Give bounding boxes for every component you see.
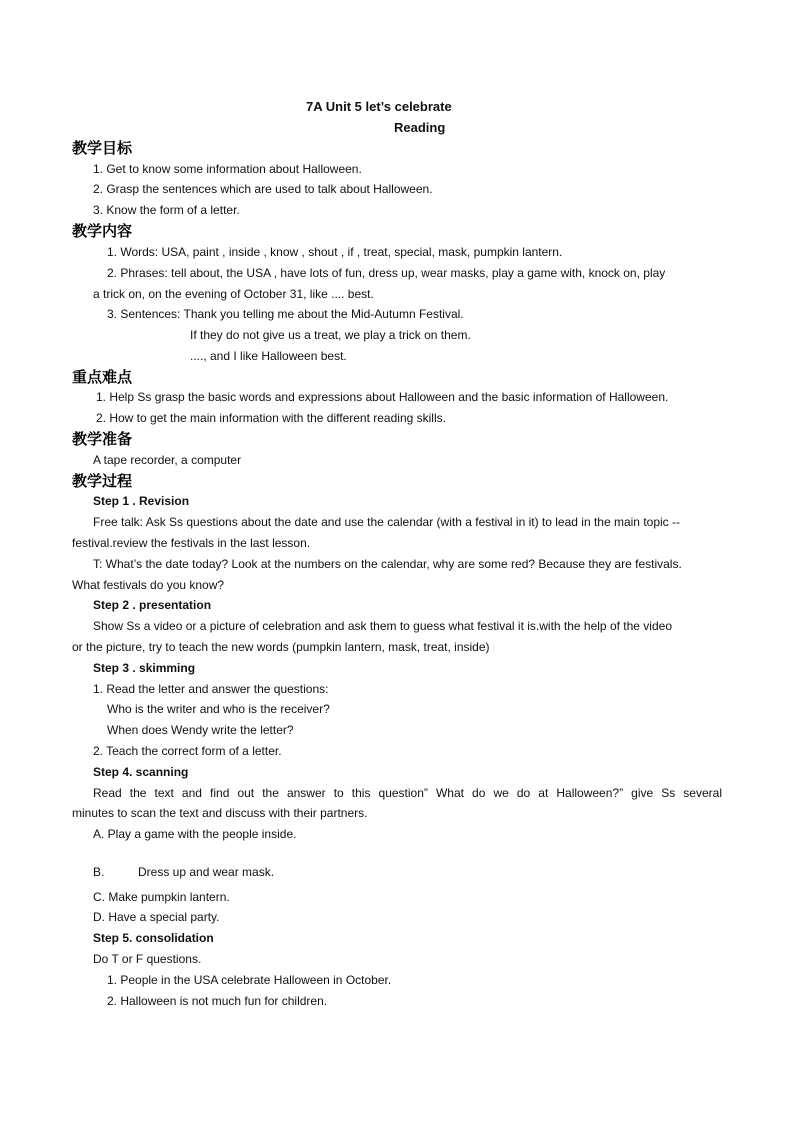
content-phrases: 2. Phrases: tell about, the USA , have lots of fun, dress up, wear masks, play a game with, knock on, play [107,266,666,280]
step-paragraph-cont: or the picture, try to teach the new words (pumpkin lantern, mask, treat, inside) [72,640,490,654]
step-paragraph: Free talk: Ask Ss questions about the date and use the calendar (with a festival in it) to lead in the main topic -- [93,515,680,529]
option-b-label: B. [93,865,105,879]
section-heading-key-points: 重点难点 [72,368,133,386]
step-paragraph: T: What’s the date today? Look at the numbers on the calendar, why are some red? Because they are festivals. [93,557,682,571]
objective-item: 1. Get to know some information about Halloween. [93,162,362,176]
step-title: Step 5. consolidation [93,931,214,945]
content-sentence: ...., and I like Halloween best. [190,349,347,363]
option-a: A. Play a game with the people inside. [93,827,297,841]
step-paragraph-cont: minutes to scan the text and discuss with their partners. [72,806,368,820]
section-heading-content: 教学内容 [72,222,133,240]
section-heading-preparation: 教学准备 [72,430,133,448]
doc-subtitle: Reading [394,120,446,135]
key-point-item: 2. How to get the main information with the different reading skills. [96,411,446,425]
step-question: When does Wendy write the letter? [107,723,294,737]
step-title: Step 2 . presentation [93,598,212,612]
section-heading-process: 教学过程 [72,472,133,490]
option-c: C. Make pumpkin lantern. [93,890,230,904]
step-title: Step 3 . skimming [93,661,196,675]
option-d: D. Have a special party. [93,910,220,924]
option-b-text: Dress up and wear mask. [138,865,275,879]
preparation-text: A tape recorder, a computer [93,453,242,467]
step-question: Who is the writer and who is the receiver? [107,702,330,716]
step-paragraph: Read the text and find out the answer to this question” What do we do at Halloween?” give Ss several [93,786,722,800]
step-list-item: 1. Read the letter and answer the questions: [93,682,329,696]
step-paragraph: Show Ss a video or a picture of celebration and ask them to guess what festival it is.with the help of the video [93,619,672,633]
content-sentences: 3. Sentences: Thank you telling me about the Mid-Autumn Festival. [107,307,464,321]
step-title: Step 4. scanning [93,765,189,779]
tf-question: 1. People in the USA celebrate Halloween in October. [107,973,392,987]
content-phrases-cont: a trick on, on the evening of October 31, like .... best. [93,287,374,301]
section-heading-objectives: 教学目标 [72,139,133,157]
content-sentence: If they do not give us a treat, we play a trick on them. [190,328,471,342]
step-title: Step 1 . Revision [93,494,190,508]
step-list-item: 2. Teach the correct form of a letter. [93,744,282,758]
step-list-item: Do T or F questions. [93,952,202,966]
key-point-item: 1. Help Ss grasp the basic words and expressions about Halloween and the basic information of Halloween. [96,390,669,404]
content-words: 1. Words: USA, paint , inside , know , shout , if , treat, special, mask, pumpkin lantern. [107,245,563,259]
step-paragraph-cont: What festivals do you know? [72,578,225,592]
objective-item: 3. Know the form of a letter. [93,203,240,217]
doc-title: 7A Unit 5 let’s celebrate [306,99,452,114]
objective-item: 2. Grasp the sentences which are used to talk about Halloween. [93,182,433,196]
tf-question: 2. Halloween is not much fun for children. [107,994,328,1008]
step-paragraph-cont: festival.review the festivals in the last lesson. [72,536,311,550]
